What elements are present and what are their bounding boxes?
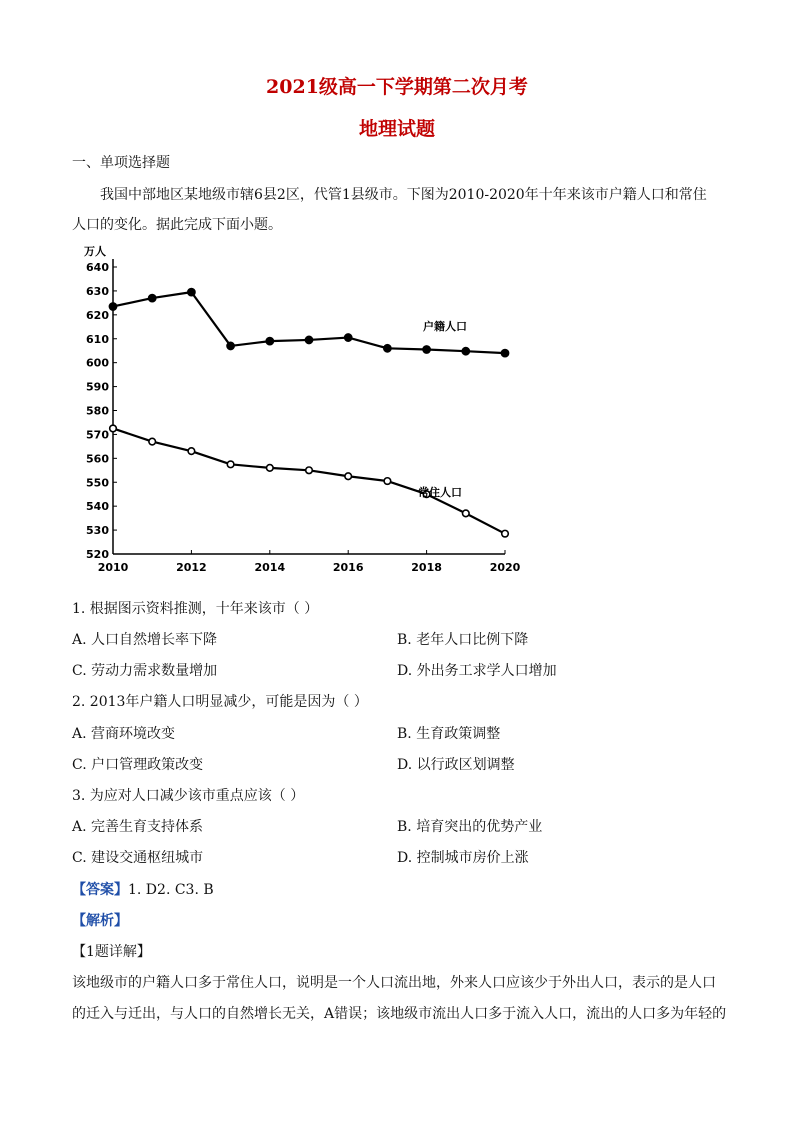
population-line-chart (70, 244, 520, 584)
data-point (463, 510, 470, 517)
y-tick-label: 590 (86, 380, 109, 394)
y-tick-label: 560 (86, 452, 109, 466)
data-point (110, 425, 117, 432)
data-point (345, 473, 352, 480)
intro-line-2: 人口的变化。据此完成下面小题。 (72, 217, 282, 233)
detail-heading: 【1题详解】 (72, 944, 151, 960)
question-2-option-c: C. 户口管理政策改变 (72, 757, 204, 773)
data-point (188, 289, 195, 296)
y-tick-label: 610 (86, 332, 109, 346)
data-point (149, 438, 156, 445)
question-3-option-d: D. 控制城市房价上涨 (397, 850, 529, 866)
question-3-option-b: B. 培育突出的优势产业 (397, 819, 543, 835)
y-tick-label: 540 (86, 500, 109, 514)
y-tick-label: 570 (86, 428, 109, 442)
data-point (423, 346, 430, 353)
data-point (305, 336, 312, 343)
series-label-1: 户籍人口 (423, 320, 467, 333)
page-title: 2021级高一下学期第二次月考 (266, 76, 528, 98)
question-2-option-a: A. 营商环境改变 (72, 726, 176, 742)
x-tick-label: 2010 (97, 561, 129, 574)
analysis-label: 【解析】 (72, 913, 128, 929)
data-point (227, 342, 234, 349)
question-2-stem: 2. 2013年户籍人口明显减少，可能是因为（ ） (72, 694, 368, 710)
question-2-option-d: D. 以行政区划调整 (397, 757, 515, 773)
data-point (266, 338, 273, 345)
series-line-2 (113, 428, 505, 533)
question-3-stem: 3. 为应对人口减少该市重点应该（ ） (72, 788, 305, 804)
y-tick-label: 520 (86, 548, 109, 561)
data-point (227, 461, 234, 468)
y-tick-label: 620 (86, 308, 109, 322)
answer-label: 【答案】 (72, 882, 128, 898)
answer-line (72, 879, 214, 899)
data-point (501, 350, 508, 357)
intro-line-1: 我国中部地区某地级市辖6县2区，代管1县级市。下图为2010-2020年十年来该市户籍人口和常住 (100, 187, 707, 203)
data-point (109, 303, 116, 310)
y-tick-label: 600 (86, 356, 109, 370)
y-tick-label: 530 (86, 524, 109, 538)
series-label-2: 常住人口 (418, 486, 462, 499)
data-point (188, 448, 195, 455)
data-point (267, 465, 274, 472)
question-1-option-a: A. 人口自然增长率下降 (72, 632, 218, 648)
y-tick-label: 640 (86, 261, 109, 274)
question-1-option-d: D. 外出务工求学人口增加 (397, 663, 557, 679)
data-point (384, 345, 391, 352)
page-subtitle: 地理试题 (358, 118, 435, 140)
x-tick-label: 2020 (489, 561, 520, 574)
question-3-option-c: C. 建设交通枢纽城市 (72, 850, 204, 866)
question-1-option-b: B. 老年人口比例下降 (397, 632, 529, 648)
question-3-option-a: A. 完善生育支持体系 (72, 819, 204, 835)
detail-line-1: 该地级市的户籍人口多于常住人口，说明是一个人口流出地，外来人口应该少于外出人口，表示的是人口 (72, 975, 716, 991)
x-tick-label: 2018 (411, 561, 442, 574)
data-point (462, 348, 469, 355)
data-point (306, 467, 313, 474)
y-tick-label: 630 (86, 284, 109, 298)
y-tick-label: 550 (86, 476, 109, 490)
data-point (384, 478, 391, 485)
detail-line-2: 的迁入与迁出，与人口的自然增长无关，A错误；该地级市流出人口多于流入人口，流出的人口多为年轻的 (72, 1006, 727, 1022)
question-1-option-c: C. 劳动力需求数量增加 (72, 663, 218, 679)
question-1-stem: 1. 根据图示资料推测，十年来该市（ ） (72, 601, 319, 617)
x-tick-label: 2016 (332, 561, 364, 574)
data-point (502, 530, 509, 537)
question-2-option-b: B. 生育政策调整 (397, 726, 501, 742)
x-tick-label: 2014 (254, 561, 286, 574)
y-axis-label: 万人 (84, 245, 106, 258)
y-tick-label: 580 (86, 404, 109, 418)
data-point (149, 294, 156, 301)
x-tick-label: 2012 (176, 561, 207, 574)
answer-text: 1. D2. C3. B (128, 882, 214, 898)
data-point (345, 334, 352, 341)
section-heading: 一、单项选择题 (72, 155, 170, 171)
